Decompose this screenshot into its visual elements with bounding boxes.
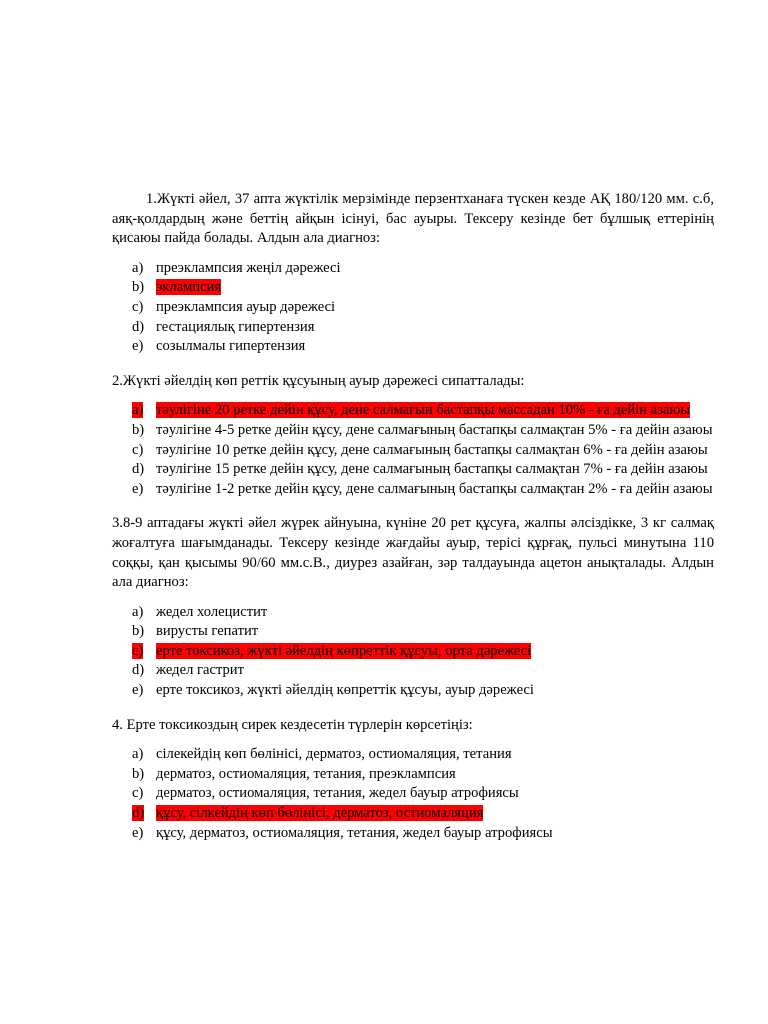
- option-text: ерте токсикоз, жүкті әйелдің көпреттік құсуы, орта дәрежесі: [156, 642, 532, 659]
- option-text: құсу, сілкейдің көп бөлінісі, дерматоз, остиомаляция: [156, 805, 484, 822]
- spacer: [112, 357, 714, 370]
- question-text: 3.8-9 аптадағы жүкті әйел жүрек айнуына, күніне 20 рет құсуға, жалпы әлсіздікке, 3 кг салмақ жоғалтуға шағымданады. Тексеру кезінде жағдайы ауыр, терісі құрғақ, пульсі минутына 110 соққы, қан қысымы 90/60 мм.с.В., диурез азайған, зәр талдауында ацетон анықталады. Алдын ала диагноз:: [112, 515, 714, 591]
- option-text: гестациялық гипертензия: [156, 318, 315, 335]
- question-block: [112, 514, 714, 700]
- option-text: преэклампсия ауыр дәрежесі: [156, 298, 336, 315]
- spacer: [112, 701, 714, 714]
- option-letter: e): [132, 338, 144, 355]
- option-item: [112, 337, 714, 357]
- options-list: [112, 401, 714, 499]
- option-text: тәулігіне 4-5 ретке дейін құсу, дене салмағының бастапқы салмақтан 5% - ға дейін азаюы: [156, 421, 713, 438]
- option-item: [112, 745, 714, 765]
- option-text: вирусты гепатит: [156, 623, 259, 640]
- option-text: жедел гастрит: [156, 662, 244, 679]
- option-letter: a): [132, 259, 144, 276]
- option-letter: c): [132, 441, 144, 458]
- spacer: [112, 499, 714, 512]
- question-block: [112, 716, 714, 844]
- question-text: 1.Жүкті әйел, 37 апта жүктілік мерзімінде перзентханаға түскен кезде АҚ 180/120 мм. с.б, аяқ-қолдардың және беттің айқын ісінуі, бас ауыры. Тексеру кезінде бет бұлшық еттерінің қисаюы пайда болады. Алдын ала диагноз:: [112, 191, 714, 247]
- option-item: [112, 421, 714, 441]
- option-item: [112, 622, 714, 642]
- option-item: [112, 661, 714, 681]
- option-item: [112, 259, 714, 279]
- option-text: преэклампсия жеңіл дәрежесі: [156, 259, 341, 276]
- option-letter: b): [132, 421, 145, 438]
- option-text: тәулігіне 20 ретке дейін құсу, дене салмағын бастапқы массадан 10% - ға дейін азаюы: [156, 402, 691, 419]
- option-letter: d): [132, 662, 145, 679]
- question-block: [112, 190, 714, 357]
- option-item-highlighted: [112, 804, 714, 824]
- option-letter: e): [132, 824, 144, 841]
- option-text: тәулігіне 10 ретке дейін құсу, дене салмағының бастапқы салмақтан 6% - ға дейін азаюы: [156, 441, 708, 458]
- options-list: [112, 745, 714, 843]
- option-letter: b): [132, 765, 145, 782]
- option-item: [112, 318, 714, 338]
- option-letter: d): [132, 805, 145, 822]
- option-text: жедел холецистит: [156, 603, 268, 620]
- option-text: тәулігіне 1-2 ретке дейін құсу, дене салмағының бастапқы салмақтан 2% - ға дейін азаюы: [156, 480, 713, 497]
- option-item: [112, 824, 714, 844]
- options-list: [112, 603, 714, 701]
- option-letter: a): [132, 402, 144, 419]
- option-item: [112, 765, 714, 785]
- document-content: [112, 190, 714, 843]
- option-item: [112, 784, 714, 804]
- option-item-highlighted: [112, 278, 714, 298]
- option-letter: a): [132, 746, 144, 763]
- option-item: [112, 460, 714, 480]
- option-text: құсу, дерматоз, остиомаляция, тетания, жедел бауыр атрофиясы: [156, 824, 553, 841]
- option-item-highlighted: [112, 401, 714, 421]
- option-item: [112, 681, 714, 701]
- option-text: созылмалы гипертензия: [156, 338, 306, 355]
- question-text: 4. Ерте токсикоздың сирек кездесетін түрлерін көрсетіңіз:: [112, 716, 473, 733]
- option-letter: c): [132, 298, 144, 315]
- option-letter: d): [132, 461, 145, 478]
- option-text: эклампсия: [156, 279, 222, 296]
- question-block: [112, 372, 714, 500]
- option-text: дерматоз, остиомаляция, тетания, преэклампсия: [156, 765, 456, 782]
- question-text: 2.Жүкті әйелдің көп реттік құсуының ауыр дәрежесі сипатталады:: [112, 372, 525, 389]
- option-letter: c): [132, 785, 144, 802]
- option-letter: c): [132, 642, 144, 659]
- option-text: дерматоз, остиомаляция, тетания, жедел бауыр атрофиясы: [156, 785, 519, 802]
- option-letter: e): [132, 480, 144, 497]
- option-letter: b): [132, 623, 145, 640]
- option-item: [112, 298, 714, 318]
- option-text: сілекейдің көп бөлінісі, дерматоз, остиомаляция, тетания: [156, 746, 512, 763]
- option-letter: a): [132, 603, 144, 620]
- option-text: тәулігіне 15 ретке дейін құсу, дене салмағының бастапқы салмақтан 7% - ға дейін азаюы: [156, 461, 708, 478]
- option-letter: b): [132, 279, 145, 296]
- option-letter: e): [132, 682, 144, 699]
- option-item-highlighted: [112, 642, 714, 662]
- option-text: ерте токсикоз, жүкті әйелдің көпреттік құсуы, ауыр дәрежесі: [156, 682, 534, 699]
- option-item: [112, 603, 714, 623]
- options-list: [112, 259, 714, 357]
- option-letter: d): [132, 318, 145, 335]
- option-item: [112, 441, 714, 461]
- option-item: [112, 480, 714, 500]
